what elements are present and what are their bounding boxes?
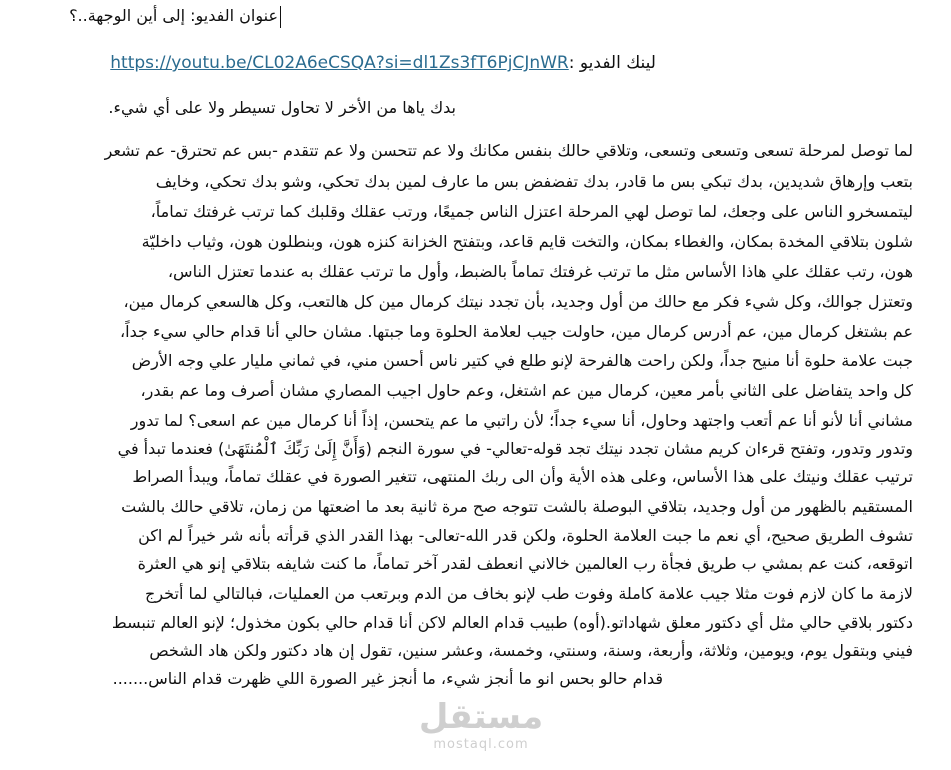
body-line: عم بشتغل كرمال مين، عم أدرس كرمال مين، حاولت جيب لعلامة الحلوة وما جبتها. مشان حالي أنا قدام حالي سيء جداً، [119,322,913,341]
body-line: هون، رتب عقلك علي هاذا الأساس مثل ما ترتب غرفتك تماماً بالضبط، وأول ما ترتب عقلك به عندما تعتزل الناس، [167,262,913,281]
body-line: تشوف الطريق صحيح، أي نعم ما جبت العلامة الحلوة، ولكن قدر الله-تعالى- بهذا القدر الذي قرأته بأنه شر خيراً لم اكن [138,526,913,545]
video-title-line [69,5,281,28]
body-line: كل واحد يتفاضل على الثاني بأمر معين، كرمال مين عم اشتغل، وعم حاول اجيب المصاري مشان أصرف وما عم بقدر، [140,381,913,400]
watermark-logo-word: مستقل [418,697,544,737]
body-line: لما توصل لمرحلة تسعى وتسعى وتسعى، وتلاقي حالك بنفس مكانك ولا عم تتحسن ولا عم تتقدم -بس عم تحترق- عم تشعر [104,141,913,160]
text-cursor [280,6,281,28]
body-line: شلون بتلاقي المخدة بمكان، والغطاء بمكان، والتخت قايم قاعد، وبتفتح الخزانة كنزه هون، وبنطلون هون، وثياب داخليّة [141,232,913,251]
body-line: المستقيم بالظهور من أول وجديد، بتلاقي البوصلة بالشت تتوجه صح مرة ثانية بعد ما اضعتها من زمان، تلاقي حالك بالشت [121,497,913,516]
body-line: اتوقعه، كنت عم بمشي ب طريق فجأة رب العالمين خالاني انعطف لقدر آخر تماماً، ما كنت شايفه بتلاقي إنو هي العثرة [137,554,913,573]
body-line: ترتيب عقلك ونيتك على هذا الأساس، وعلى هذه الأية وأن الى ربك المنتهى، تتغير الصورة في عقلك تماماً، ويبدأ الصراط [132,467,913,486]
watermark-url: mostaql.com [433,737,529,752]
mostaql-watermark [416,697,546,757]
body-line: وتدور وتدور، وتفتح قرءان كريم مشان تجدد نيتك تجد قوله-تعالي- في سورة النجم (وَأَنَّ إِلَىٰ رَبِّكَ ٱلْمُنتَهَىٰ) فعندما تبدأ في [117,439,913,458]
video-link-line [110,52,656,74]
body-line: لازمة ما كان لازم فوت مثلا جيب علامة كاملة وفوت طب لإنو بخاف من الدم وبرتعب من العمليات، فبالتالي لما أتخرج [145,584,913,603]
body-line: ليتمسخرو الناس على وجعك، لما توصل لهي المرحلة اعتزل الناس جميعًا، ورتب عقلك وقلبك كما ترتب غرفتك تماماً، [150,202,913,221]
body-line: بتعب وإرهاق شديدين، بدك تبكي بس ما قادر، بدك تفضفض بس ما عارف لمين بدك تحكي، وشو بدك تحكي، وخايف [155,172,913,191]
intro-text: بدك ياها من الأخر لا تحاول تسيطر ولا على أي شيء. [108,98,456,117]
body-line: وتعتزل جوالك، وكل شيء فكر مع حالك من أول وجديد، بأن تجدد نيتك كرمال مين كل هالتعب، وكل هالسعي كرمال مين، [123,292,913,311]
video-link[interactable]: https://youtu.be/CL02A6eCSQA?si=dl1Zs3fT6PjCJnWR [110,53,569,73]
body-line: دكتور بلاقي حالي مثل أي دكتور معلق شهاداتو.(أوه) طبيب قدام العالم لاكن أنا قدام حالي بكون مخذول؛ لإنو العالم تنبسط [111,613,913,632]
body-line: جبت علامة حلوة أنا منيح جداً، ولكن راحت هالفرحة لإنو طلع في كتير ناس أحسن مني، في ثماني مليار علي وجه الأرض [131,351,913,370]
body-line: قدام حالو بحس انو ما أنجز شيء، ما أنجز غير الصورة اللي ظهرت قدام الناس....... [112,669,663,688]
video-link-label: لينك الفديو : [568,53,656,73]
body-line: مشاني أنا لأنو أنا عم أتعب واجتهد وحاول، أنا سيء جداً؛ لأن راتبي ما عم يتحسن، إذاً أنا كرمال مين عم اسعى؟ لما تدور [130,411,913,430]
body-line: فيني وبتقول يوم، ويومين، وثلاثة، وأربعة، وسنة، وسنتي، وخمسة، وعشر سنين، تقول إن هاد دكتور ولكن هاد الشخص [149,641,913,660]
video-title: عنوان الفديو: إلى أين الوجهة..؟ [69,6,278,25]
